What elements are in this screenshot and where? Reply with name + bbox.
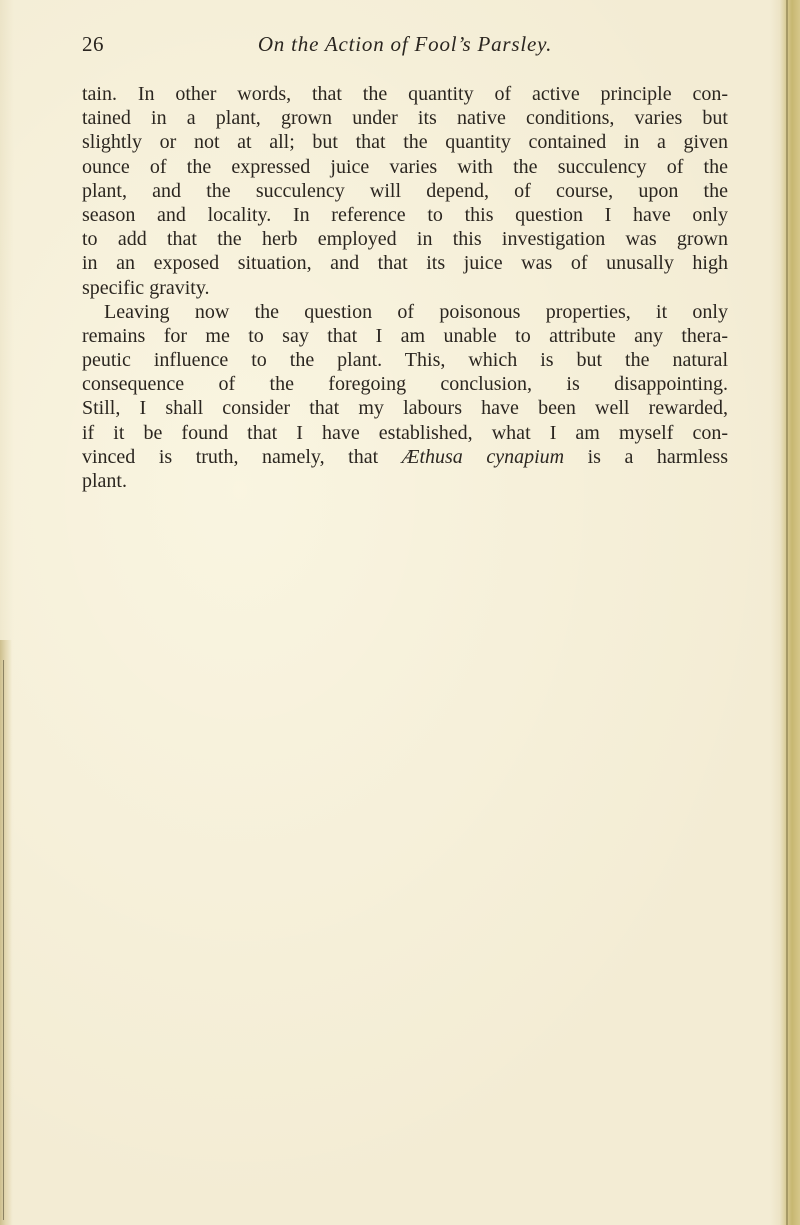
text-line: tain. In other words, that the quantity of active principle con-	[82, 83, 728, 105]
text-line: slightly or not at all; but that the quantity contained in a given	[82, 131, 728, 154]
page-gutter-line	[3, 660, 4, 1220]
text-line: to add that the herb employed in this investigation was grown	[82, 228, 728, 251]
text-run: vinced is truth, namely, that	[82, 445, 402, 468]
text-line: ounce of the expressed juice varies with the succulency of the	[82, 155, 728, 178]
text-line: remains for me to say that I am unable to attribute any thera-	[82, 324, 728, 347]
text-line: Still, I shall consider that my labours have been well rewarded,	[82, 397, 728, 420]
text-line: plant.	[82, 470, 127, 492]
text-line: specific gravity.	[82, 276, 210, 299]
text-line: plant, and the succulency will depend, of course, upon the	[82, 179, 728, 202]
running-title: On the Action of Fool’s Parsley.	[257, 32, 553, 56]
page-number: 26	[82, 32, 104, 56]
text-run: is a harmless	[564, 445, 728, 468]
body-text	[82, 82, 728, 493]
text-line: season and locality. In reference to this question I have only	[82, 203, 728, 226]
text-line: consequence of the foregoing conclusion, is disappointing.	[82, 373, 728, 396]
page-edge-shadow	[780, 0, 800, 1225]
paragraph-start-line: Leaving now the question of poisonous properties, it only	[104, 300, 728, 323]
text-line: tained in a plant, grown under its native conditions, varies but	[82, 107, 728, 130]
page-edge-line	[786, 0, 788, 1225]
page-gutter-shadow	[0, 640, 12, 1225]
text-line-with-species	[82, 445, 728, 469]
species-name: Æthusa cynapium	[401, 445, 565, 468]
running-head	[82, 32, 728, 62]
text-line: peutic influence to the plant. This, which is but the natural	[82, 349, 728, 372]
text-line: if it be found that I have established, what I am myself con-	[82, 421, 728, 444]
text-line: in an exposed situation, and that its juice was of unusally high	[82, 252, 728, 275]
